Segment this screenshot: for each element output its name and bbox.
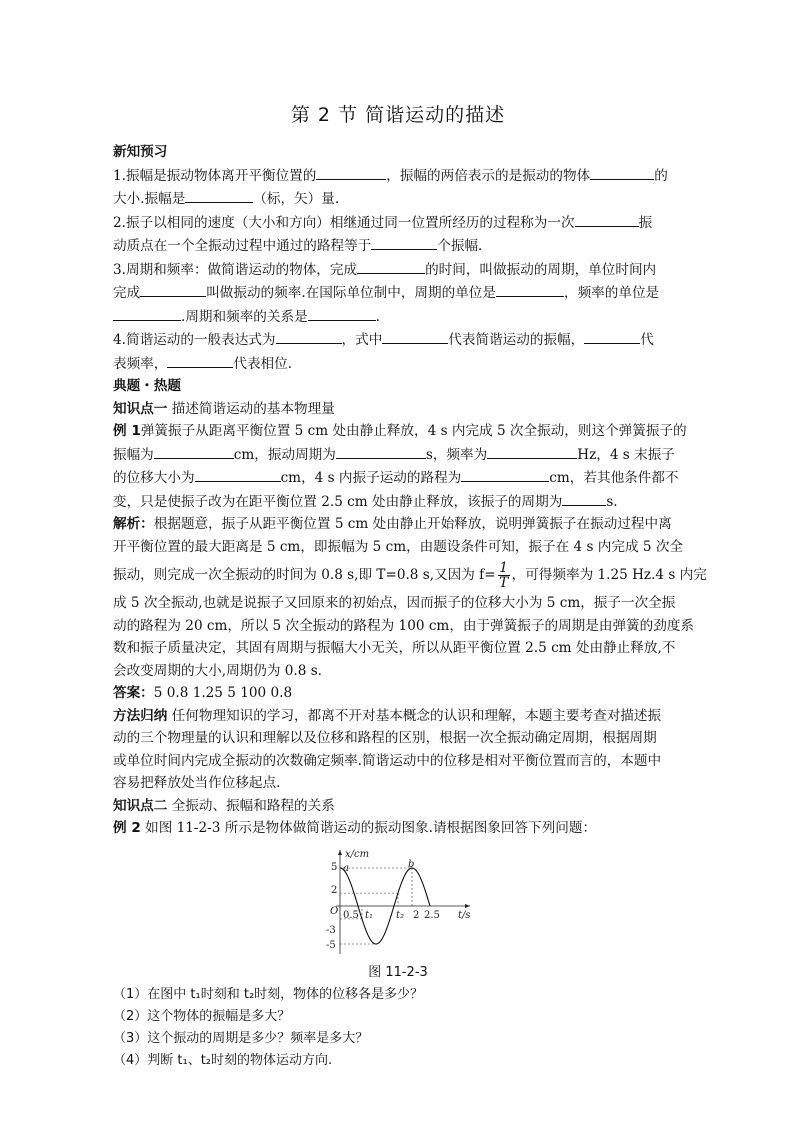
preview-line: 完成 叫做振动的频率.在国际单位制中，周期的单位是 ，频率的单位是: [113, 281, 683, 305]
solution-line: 数和振子质量决定，其固有周期与振幅大小无关，所以从距平衡位置 2.5 cm 处由静止释放,不: [113, 640, 676, 656]
blank: [575, 211, 639, 227]
x-tick-label: t₂: [396, 909, 405, 921]
preview-line: 1.振幅是振动物体离开平衡位置的 ，振幅的两倍表示的是振动的物体 的: [113, 164, 683, 188]
y-tick-label: 2: [331, 884, 338, 896]
solution-line: 解析：根据题意，振子从距平衡位置 5 cm 处由静止开始释放，说明弹簧振子在振动过程中离: [113, 516, 672, 532]
preview-line: 2.振子以相同的速度（大小和方向）相继通过同一位置所经历的过程称为一次 振: [113, 211, 683, 235]
x-tick-label: 2.5: [424, 909, 440, 921]
solution-line: 开平衡位置的最大距离是 5 cm，即振幅为 5 cm，由题设条件可知，振子在 4 s 内完成 5 次全: [113, 538, 684, 555]
blank: [140, 281, 206, 297]
blank: [167, 352, 233, 368]
x-axis-label: t/s: [458, 909, 471, 921]
preview-line: 大小.振幅是 （标，矢）量.: [113, 187, 683, 211]
vibration-graph: [113, 846, 683, 962]
method-line: 或单位时间内完成全振动的次数确定频率.简谐运动中的位移是相对平衡位置而言的，本题中: [113, 752, 662, 769]
example-2-line: 例 2 如图 11-2-3 所示是物体做简谐运动的振动图象.请根据图象回答下列问题：: [113, 820, 597, 836]
question-3: （3）这个振动的周期是多少？频率是多大？: [113, 1030, 369, 1046]
blank: [336, 443, 426, 459]
figure-caption: 图 11-2-3: [368, 964, 428, 980]
blank: [308, 305, 376, 321]
blank: [113, 305, 181, 321]
point-label-a: a: [343, 862, 349, 874]
solution-line: 动的路程为 20 cm，所以 5 次全振动的路程为 100 cm，由于弹簧振子的周期是由弹簧的劲度系: [113, 617, 695, 634]
method-line: 动的三个物理量的认识和理解以及位移和路程的区别，根据一次全振动确定周期，根据周期: [113, 730, 657, 746]
blank: [185, 187, 253, 203]
y-axis-arrow-icon: [338, 850, 342, 855]
blank: [382, 328, 448, 344]
preview-line: .周期和频率的关系是 .: [113, 305, 683, 329]
preview-line: 动质点在一个全振动过程中通过的路程等于 个振幅.: [113, 234, 683, 258]
blank: [487, 443, 577, 459]
knowledge-point-1: 知识点一 描述简谐运动的基本物理量: [113, 400, 335, 417]
y-tick-label: -3: [326, 924, 336, 936]
knowledge-point-2: 知识点二 全振动、振幅和路程的关系: [113, 797, 335, 814]
section-heading-typical: 典题・热题: [113, 378, 181, 394]
fraction: $\frac{1}{T}$: [499, 560, 509, 591]
answer-line: 答案：5 0.8 1.25 5 100 0.8: [113, 685, 293, 701]
y-tick-label: -5: [326, 939, 336, 951]
blank: [371, 234, 437, 250]
blank: [590, 164, 654, 180]
document-page: [113, 100, 707, 1072]
blank: [195, 466, 281, 482]
blank: [154, 443, 234, 459]
method-line: 方法归纳 任何物理知识的学习，都离不开对基本概念的认识和理解，本题主要考查对描述振: [113, 707, 662, 724]
x-axis-arrow-icon: [465, 904, 470, 908]
x-tick-label: 2: [413, 909, 420, 921]
method-line: 容易把释放处当作位移起点.: [113, 775, 281, 791]
preview-line: 4.简谐运动的一般表达式为 ，式中 代表简谐运动的振幅， 代: [113, 328, 683, 352]
blank: [316, 164, 386, 180]
question-4: （4）判断 t₁、t₂时刻的物体运动方向.: [113, 1052, 333, 1068]
example-1-line: 的位移大小为 cm，4 s 内振子运动的路程为 cm，若其他条件都不: [113, 466, 683, 490]
point-label-b: b: [408, 858, 415, 870]
question-2: （2）这个物体的振幅是多大？: [113, 1008, 291, 1024]
graph-svg: [318, 846, 478, 958]
preview-line: 3.周期和频率：做简谐运动的物体，完成 的时间，叫做振动的周期，单位时间内: [113, 258, 683, 282]
blank: [562, 490, 606, 506]
blank: [496, 281, 564, 297]
blank: [357, 258, 425, 274]
example-1-line: 变，只是使振子改为在距平衡位置 2.5 cm 处由静止释放，该振子的周期为 s.: [113, 490, 683, 514]
x-tick-label: t₁: [365, 909, 374, 921]
y-axis-label: x/cm: [345, 848, 370, 860]
x-tick-label: 0.5: [343, 909, 359, 921]
solution-line: 振动，则完成一次全振动的时间为 0.8 s,即 T=0.8 s,又因为 f= $\frac{1}{T}$ ，可得频率为 1.25 Hz.4 s 内完: [113, 560, 707, 591]
example-1-line: 振幅为 cm，振动周期为 s，频率为 Hz，4 s 末振子: [113, 443, 683, 467]
origin-label: O: [330, 905, 339, 917]
blank: [461, 466, 549, 482]
solution-line: 成 5 次全振动,也就是说振子又回原来的初始点，因而振子的位移大小为 5 cm，振子一次全振: [113, 595, 676, 611]
question-1: （1）在图中 t₁时刻和 t₂时刻，物体的位移各是多少？: [113, 986, 424, 1002]
page-title: 第 2 节 简谐运动的描述: [290, 104, 506, 126]
preview-line: 表频率， 代表相位.: [113, 352, 683, 376]
section-heading-preview: 新知预习: [113, 144, 168, 160]
blank: [584, 328, 640, 344]
solution-line: 会改变周期的大小,周期仍为 0.8 s.: [113, 662, 323, 679]
example-1-line: 例 1弹簧振子从距离平衡位置 5 cm 处由静止释放，4 s 内完成 5 次全振动，则这个弹簧振子的: [113, 423, 687, 439]
y-tick-label: 5: [331, 861, 338, 873]
blank: [276, 328, 342, 344]
